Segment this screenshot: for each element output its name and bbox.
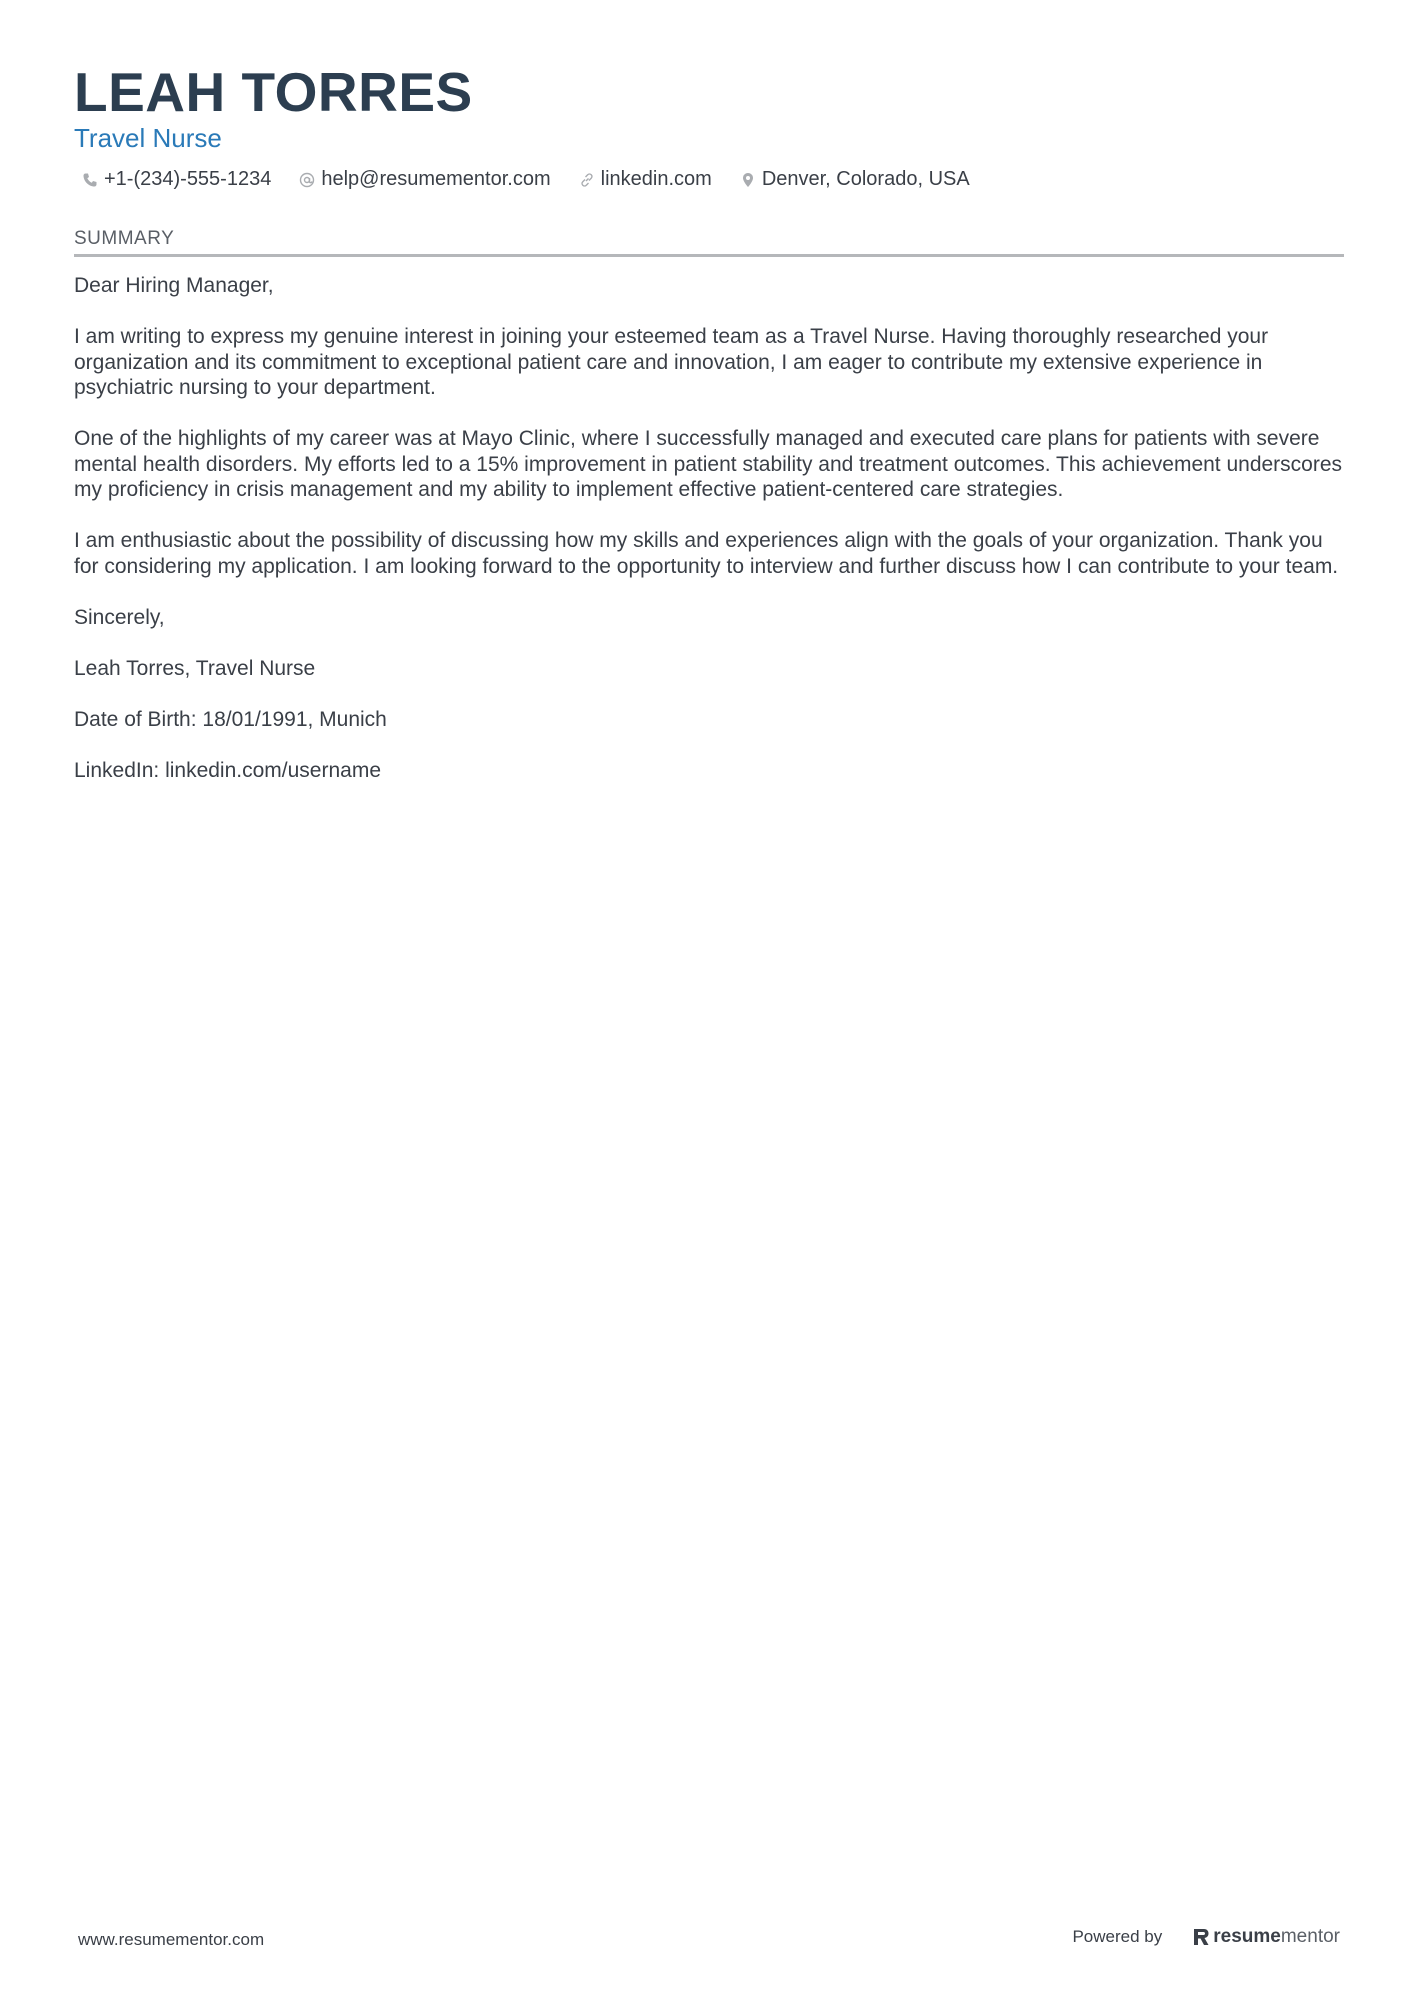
- paragraph-3: I am enthusiastic about the possibility of discussing how my skills and experiences align with the goals of your organization. Thank you for considering my application. I am looking forward to the opportunity to interview and further discuss how I can contribute to your team.: [74, 529, 1339, 578]
- date-of-birth: Date of Birth: 18/01/1991, Munich: [74, 707, 387, 731]
- email-text[interactable]: help@resumementor.com: [321, 168, 551, 190]
- contact-phone: [82, 168, 271, 191]
- candidate-name: LEAH TORRES: [74, 61, 473, 123]
- resumementor-logo-icon: [1192, 1927, 1210, 1947]
- website-text[interactable]: linkedin.com: [600, 168, 712, 190]
- link-icon: [579, 172, 595, 188]
- contact-location: [740, 168, 970, 191]
- location-text: Denver, Colorado, USA: [761, 168, 970, 190]
- contact-email: [299, 168, 550, 191]
- candidate-title: Travel Nurse: [74, 123, 222, 153]
- summary-section: [74, 226, 1344, 809]
- contact-website: [579, 168, 712, 191]
- brand-light-text: mentor: [1280, 1926, 1340, 1947]
- paragraph-2: One of the highlights of my career was at Mayo Clinic, where I successfully managed and executed care plans for patients with severe mental health disorders. My efforts led to a 15% improvement in patient stability and treatment outcomes. This achievement underscores my proficiency in crisis management and my ability to implement effective patient-centered care strategies.: [74, 427, 1343, 501]
- powered-by-label: Powered by: [1072, 1927, 1163, 1946]
- brand-bold-text: resume: [1213, 1926, 1281, 1947]
- header: [74, 62, 1344, 191]
- summary-heading: SUMMARY: [74, 226, 1344, 257]
- phone-icon: [82, 172, 98, 188]
- at-icon: [299, 172, 315, 188]
- letter-body: [74, 273, 1344, 783]
- paragraph-1: I am writing to express my genuine interest in joining your esteemed team as a Travel Nurse. Having thoroughly researched your organization and its commitment to exceptional patient care and innovation, I am eager to contribute my extensive experience in psychiatric nursing to your department.: [74, 325, 1269, 399]
- contact-bar: [74, 168, 1344, 191]
- location-pin-icon: [740, 172, 756, 188]
- phone-text: +1-(234)-555-1234: [104, 168, 272, 190]
- signature: Leah Torres, Travel Nurse: [74, 656, 316, 680]
- greeting: Dear Hiring Manager,: [74, 274, 274, 297]
- linkedin-line: LinkedIn: linkedin.com/username: [74, 758, 382, 782]
- footer-branding: [1072, 1926, 1340, 1948]
- closing: Sincerely,: [74, 605, 165, 629]
- footer-website[interactable]: www.resumementor.com: [78, 1930, 265, 1949]
- brand-logo[interactable]: [1192, 1926, 1340, 1948]
